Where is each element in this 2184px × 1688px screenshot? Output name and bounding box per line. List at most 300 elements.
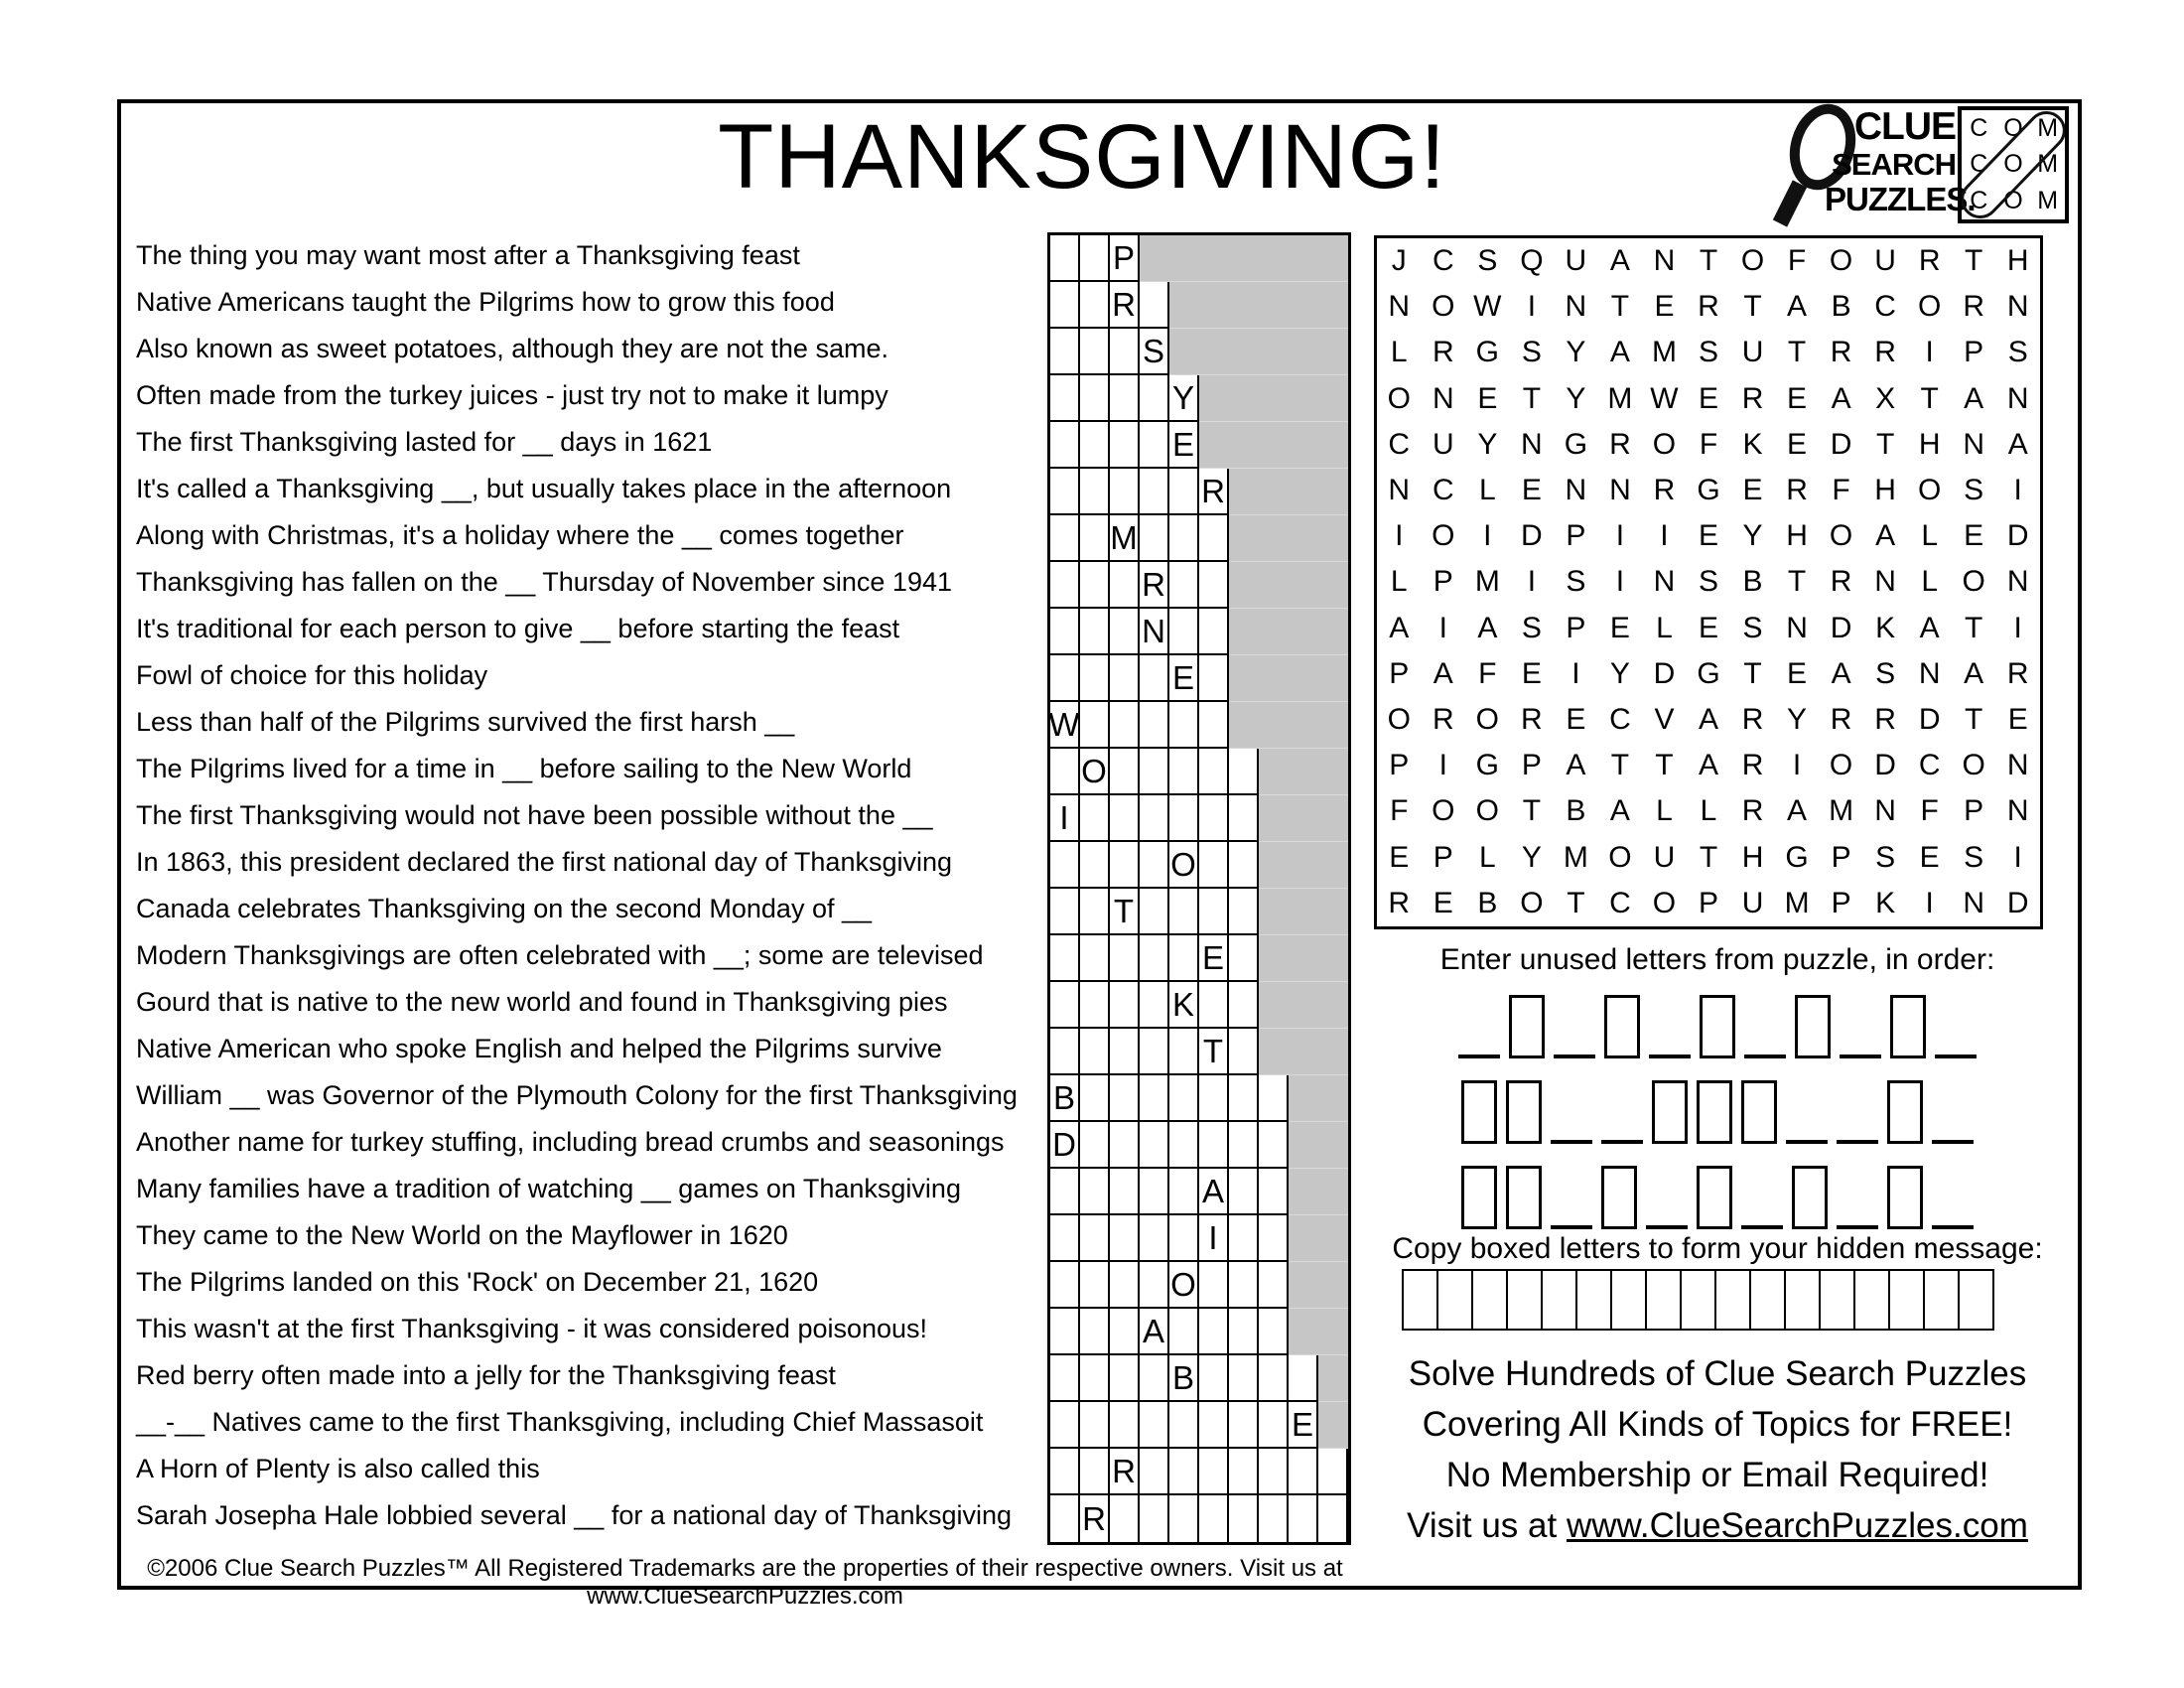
crossword-cell[interactable] [1199,1122,1229,1169]
crossword-cell[interactable] [1169,749,1199,795]
wordsearch-letter[interactable]: T [1965,703,1983,737]
wordsearch-letter[interactable]: B [1477,886,1498,919]
wordsearch-letter[interactable]: O [1475,703,1499,737]
letter-blank-slot[interactable] [1840,1055,1881,1058]
wordsearch-letter[interactable]: S [1964,840,1984,874]
wordsearch-letter[interactable]: C [1918,749,1941,782]
crossword-cell[interactable] [1169,1309,1199,1355]
boxed-letter-slot[interactable] [1890,995,1926,1058]
crossword-cell[interactable] [1259,1309,1289,1355]
wordsearch-letter[interactable]: I [1615,519,1625,553]
crossword-cell[interactable] [1080,515,1110,562]
hidden-message-box[interactable] [1784,1269,1821,1331]
crossword-cell[interactable] [1110,562,1140,609]
wordsearch-letter[interactable]: S [1521,336,1542,369]
crossword-cell[interactable] [1050,1495,1080,1542]
wordsearch-letter[interactable]: O [1962,565,1985,599]
wordsearch-letter[interactable]: M [1651,336,1677,369]
crossword-cell[interactable] [1080,1215,1110,1262]
crossword-cell[interactable] [1080,1122,1110,1169]
wordsearch-letter[interactable]: Y [1609,656,1630,690]
wordsearch-grid[interactable] [1374,235,2043,929]
wordsearch-letter[interactable]: E [1698,381,1718,415]
boxed-letter-slot[interactable] [1652,1080,1688,1144]
boxed-letter-slot[interactable] [1506,1166,1542,1229]
crossword-cell[interactable] [1169,889,1199,935]
wordsearch-letter[interactable]: I [1395,519,1404,553]
wordsearch-letter[interactable]: A [1919,611,1940,644]
wordsearch-letter[interactable]: O [1652,886,1677,919]
letter-blank-slot[interactable] [1601,1140,1643,1144]
wordsearch-letter[interactable]: S [1875,840,1896,874]
wordsearch-letter[interactable]: M [1474,565,1500,599]
wordsearch-letter[interactable]: R [1830,336,1852,369]
wordsearch-letter[interactable]: A [1698,703,1718,737]
crossword-cell[interactable] [1169,562,1199,609]
wordsearch-letter[interactable]: M [1784,886,1810,919]
crossword-cell[interactable] [1050,749,1080,795]
wordsearch-letter[interactable]: R [1741,794,1764,828]
crossword-cell[interactable] [1050,282,1080,329]
wordsearch-letter[interactable]: I [1483,519,1492,553]
wordsearch-letter[interactable]: P [1389,656,1410,690]
crossword-cell[interactable] [1050,609,1080,655]
wordsearch-letter[interactable]: G [1564,427,1588,461]
crossword-cell[interactable] [1199,982,1229,1029]
crossword-cell[interactable] [1140,515,1169,562]
wordsearch-letter[interactable]: S [1698,336,1718,369]
crossword-cell[interactable] [1199,1495,1229,1542]
wordsearch-letter[interactable]: Y [1477,427,1498,461]
wordsearch-letter[interactable]: O [1387,381,1411,415]
crossword-cell[interactable] [1259,1215,1289,1262]
crossword-cell[interactable] [1110,1075,1140,1122]
crossword-cell[interactable] [1140,1262,1169,1309]
wordsearch-letter[interactable]: V [1654,703,1675,737]
wordsearch-letter[interactable]: S [1742,611,1763,644]
hidden-message-box[interactable] [1506,1269,1543,1331]
crossword-cell[interactable] [1080,655,1110,702]
wordsearch-letter[interactable]: M [1607,381,1633,415]
wordsearch-letter[interactable]: R [1388,886,1411,919]
wordsearch-letter[interactable]: U [1565,244,1587,278]
wordsearch-letter[interactable]: E [1787,381,1808,415]
wordsearch-letter[interactable]: S [1964,474,1984,507]
wordsearch-letter[interactable]: A [1389,611,1410,644]
wordsearch-letter[interactable]: F [1787,244,1807,278]
wordsearch-letter[interactable]: A [1609,336,1630,369]
crossword-cell[interactable] [1140,749,1169,795]
wordsearch-letter[interactable]: N [1565,474,1587,507]
wordsearch-letter[interactable]: I [1571,656,1580,690]
wordsearch-letter[interactable]: E [1919,840,1940,874]
wordsearch-letter[interactable]: S [1566,565,1586,599]
boxed-letter-slot[interactable] [1795,995,1831,1058]
crossword-cell[interactable] [1110,1355,1140,1402]
wordsearch-letter[interactable]: D [2006,886,2029,919]
wordsearch-letter[interactable]: N [2006,565,2029,599]
wordsearch-letter[interactable]: E [1566,703,1586,737]
wordsearch-letter[interactable]: G [1475,749,1499,782]
crossword-cell[interactable] [1080,795,1110,842]
wordsearch-letter[interactable]: H [1786,519,1808,553]
wordsearch-letter[interactable]: G [1475,336,1499,369]
hidden-message-box[interactable] [1541,1269,1577,1331]
wordsearch-letter[interactable]: G [1697,656,1720,690]
wordsearch-letter[interactable]: D [1918,703,1941,737]
wordsearch-letter[interactable]: D [2006,519,2029,553]
wordsearch-letter[interactable]: N [1963,427,1985,461]
wordsearch-letter[interactable]: I [2013,474,2022,507]
wordsearch-letter[interactable]: P [1831,886,1851,919]
crossword-cell[interactable] [1140,1449,1169,1495]
crossword-cell[interactable] [1080,609,1110,655]
letter-blank-slot[interactable] [1554,1055,1595,1058]
wordsearch-letter[interactable]: O [1432,794,1455,828]
wordsearch-letter[interactable]: K [1875,886,1896,919]
crossword-cell[interactable] [1289,1355,1318,1402]
crossword-grid[interactable] [1047,232,1351,1545]
wordsearch-letter[interactable]: L [1921,519,1938,553]
hidden-message-box[interactable] [1958,1269,1994,1331]
crossword-cell[interactable] [1169,469,1199,515]
crossword-cell[interactable] [1140,1029,1169,1075]
wordsearch-letter[interactable]: S [1875,656,1896,690]
crossword-cell[interactable] [1140,1402,1169,1449]
boxed-letter-slot[interactable] [1509,995,1545,1058]
wordsearch-letter[interactable]: T [1699,244,1718,278]
letter-blank-slot[interactable] [1744,1055,1786,1058]
crossword-cell[interactable] [1080,1309,1110,1355]
wordsearch-letter[interactable]: E [2007,703,2028,737]
crossword-cell[interactable] [1110,1169,1140,1215]
wordsearch-letter[interactable]: L [1390,565,1408,599]
crossword-cell[interactable] [1199,1262,1229,1309]
boxed-letter-slot[interactable] [1506,1080,1542,1144]
wordsearch-letter[interactable]: Q [1520,244,1544,278]
wordsearch-letter[interactable]: O [1829,519,1853,553]
crossword-cell[interactable] [1169,1169,1199,1215]
wordsearch-letter[interactable]: P [1433,565,1453,599]
boxed-letter-slot[interactable] [1741,1080,1777,1144]
crossword-cell[interactable] [1199,515,1229,562]
wordsearch-letter[interactable]: A [2007,427,2028,461]
wordsearch-letter[interactable]: N [1918,656,1941,690]
wordsearch-letter[interactable]: L [1656,794,1673,828]
crossword-cell[interactable] [1229,1169,1259,1215]
wordsearch-letter[interactable]: H [1918,427,1941,461]
wordsearch-letter[interactable]: T [1610,749,1630,782]
crossword-cell[interactable] [1229,1262,1259,1309]
wordsearch-letter[interactable]: O [1608,840,1632,874]
crossword-cell[interactable] [1199,1449,1229,1495]
wordsearch-letter[interactable]: E [1742,474,1763,507]
wordsearch-letter[interactable]: E [1477,381,1498,415]
hidden-message-box[interactable] [1471,1269,1508,1331]
wordsearch-letter[interactable]: C [1432,244,1454,278]
hidden-message-box[interactable] [1819,1269,1855,1331]
crossword-cell[interactable] [1050,842,1080,889]
letter-blank-slot[interactable] [1935,1055,1977,1058]
crossword-cell[interactable] [1259,1402,1289,1449]
crossword-cell[interactable] [1229,1029,1259,1075]
boxed-letter-slot[interactable] [1601,1166,1637,1229]
wordsearch-letter[interactable]: E [1654,290,1675,324]
crossword-cell[interactable] [1080,562,1110,609]
boxed-letter-slot[interactable] [1461,1166,1497,1229]
letter-blank-slot[interactable] [1932,1140,1974,1144]
crossword-cell[interactable] [1080,982,1110,1029]
wordsearch-letter[interactable]: D [1830,611,1852,644]
crossword-cell[interactable] [1110,749,1140,795]
crossword-cell[interactable] [1080,1075,1110,1122]
wordsearch-letter[interactable]: P [1433,840,1453,874]
crossword-cell[interactable] [1199,609,1229,655]
wordsearch-letter[interactable]: F [1699,427,1718,461]
crossword-cell[interactable] [1140,422,1169,469]
hidden-message-box[interactable] [1610,1269,1647,1331]
crossword-cell[interactable] [1229,889,1259,935]
wordsearch-letter[interactable]: U [1653,840,1676,874]
wordsearch-letter[interactable]: U [1874,244,1896,278]
wordsearch-letter[interactable]: A [1831,381,1851,415]
letter-blank-slot[interactable] [1932,1225,1974,1229]
wordsearch-letter[interactable]: T [1920,381,1939,415]
crossword-cell[interactable] [1080,842,1110,889]
crossword-cell[interactable] [1140,842,1169,889]
crossword-cell[interactable] [1050,1449,1080,1495]
crossword-cell[interactable] [1259,1169,1289,1215]
crossword-cell[interactable] [1199,1355,1229,1402]
wordsearch-letter[interactable]: I [1527,290,1537,324]
wordsearch-letter[interactable]: N [1874,565,1896,599]
crossword-cell[interactable] [1259,1122,1289,1169]
crossword-cell[interactable] [1110,1215,1140,1262]
wordsearch-letter[interactable]: A [1787,290,1808,324]
wordsearch-letter[interactable]: L [1478,840,1496,874]
hidden-message-box[interactable] [1888,1269,1925,1331]
wordsearch-letter[interactable]: P [1521,749,1542,782]
wordsearch-letter[interactable]: R [1609,427,1631,461]
boxed-letter-slot[interactable] [1792,1166,1828,1229]
crossword-cell[interactable] [1050,422,1080,469]
wordsearch-letter[interactable]: I [2013,840,2022,874]
crossword-cell[interactable] [1140,1169,1169,1215]
wordsearch-letter[interactable]: C [1874,290,1896,324]
wordsearch-letter[interactable]: O [1829,244,1853,278]
crossword-cell[interactable] [1259,1075,1289,1122]
wordsearch-letter[interactable]: R [1432,336,1454,369]
crossword-cell[interactable] [1080,329,1110,375]
wordsearch-letter[interactable]: I [1615,565,1625,599]
wordsearch-letter[interactable]: S [1521,611,1542,644]
wordsearch-letter[interactable]: D [1874,749,1896,782]
crossword-cell[interactable] [1080,1402,1110,1449]
crossword-cell[interactable] [1110,1495,1140,1542]
wordsearch-letter[interactable]: H [1874,474,1896,507]
crossword-cell[interactable] [1080,1169,1110,1215]
wordsearch-letter[interactable]: A [1964,656,1984,690]
wordsearch-letter[interactable]: N [1609,474,1631,507]
wordsearch-letter[interactable]: N [2006,290,2029,324]
boxed-letter-slot[interactable] [1604,995,1640,1058]
crossword-cell[interactable] [1050,235,1080,282]
wordsearch-letter[interactable]: L [1656,611,1673,644]
wordsearch-letter[interactable]: A [1433,656,1453,690]
crossword-cell[interactable] [1050,515,1080,562]
crossword-cell[interactable] [1080,375,1110,422]
wordsearch-letter[interactable]: A [1875,519,1896,553]
letter-blank-slot[interactable] [1786,1140,1828,1144]
wordsearch-letter[interactable]: T [1522,381,1542,415]
hidden-message-box[interactable] [1645,1269,1682,1331]
crossword-cell[interactable] [1259,1449,1289,1495]
crossword-cell[interactable] [1229,1075,1259,1122]
crossword-cell[interactable] [1199,795,1229,842]
wordsearch-letter[interactable]: P [1698,886,1718,919]
wordsearch-letter[interactable]: A [1477,611,1498,644]
hidden-message-box[interactable] [1714,1269,1751,1331]
hidden-message-box[interactable] [1402,1269,1438,1331]
wordsearch-letter[interactable]: R [1741,703,1764,737]
wordsearch-letter[interactable]: N [1653,565,1676,599]
wordsearch-letter[interactable]: E [1521,656,1542,690]
boxed-letter-slot[interactable] [1697,1166,1732,1229]
wordsearch-letter[interactable]: R [1432,703,1454,737]
wordsearch-letter[interactable]: K [1875,611,1896,644]
wordsearch-letter[interactable]: A [1964,381,1984,415]
wordsearch-letter[interactable]: T [1567,886,1585,919]
crossword-cell[interactable] [1110,1402,1140,1449]
crossword-cell[interactable] [1080,235,1110,282]
crossword-cell[interactable] [1229,1122,1259,1169]
crossword-cell[interactable] [1199,1402,1229,1449]
crossword-cell[interactable] [1289,1495,1318,1542]
wordsearch-letter[interactable]: A [1787,794,1808,828]
wordsearch-letter[interactable]: R [1830,703,1852,737]
crossword-cell[interactable] [1140,889,1169,935]
wordsearch-letter[interactable]: D [1830,427,1852,461]
wordsearch-letter[interactable]: H [2006,244,2029,278]
wordsearch-letter[interactable]: N [1653,244,1676,278]
wordsearch-letter[interactable]: O [1432,519,1455,553]
wordsearch-letter[interactable]: O [1387,703,1411,737]
hidden-message-box[interactable] [1436,1269,1473,1331]
wordsearch-letter[interactable]: I [1438,611,1447,644]
wordsearch-letter[interactable]: U [1741,886,1764,919]
crossword-cell[interactable] [1080,1262,1110,1309]
crossword-cell[interactable] [1229,1309,1259,1355]
website-link[interactable]: www.ClueSearchPuzzles.com [1566,1506,2028,1545]
crossword-cell[interactable] [1110,795,1140,842]
letter-blank-slot[interactable] [1458,1055,1500,1058]
wordsearch-letter[interactable]: F [1390,794,1409,828]
wordsearch-letter[interactable]: D [1653,656,1676,690]
wordsearch-letter[interactable]: A [1831,656,1851,690]
wordsearch-letter[interactable]: T [1875,427,1895,461]
wordsearch-letter[interactable]: F [1832,474,1850,507]
wordsearch-letter[interactable]: T [1965,244,1983,278]
crossword-cell[interactable] [1199,702,1229,749]
boxed-letter-slot[interactable] [1697,1080,1732,1144]
wordsearch-letter[interactable]: C [1388,427,1411,461]
wordsearch-letter[interactable]: N [1963,886,1985,919]
crossword-cell[interactable] [1050,655,1080,702]
wordsearch-letter[interactable]: S [1477,244,1498,278]
wordsearch-letter[interactable]: N [1786,611,1808,644]
crossword-cell[interactable] [1199,749,1229,795]
wordsearch-letter[interactable]: Y [1566,381,1586,415]
crossword-cell[interactable] [1169,702,1199,749]
crossword-cell[interactable] [1140,935,1169,982]
wordsearch-letter[interactable]: A [1609,794,1630,828]
wordsearch-letter[interactable]: E [1964,519,1984,553]
crossword-cell[interactable] [1169,1402,1199,1449]
hidden-message-box[interactable] [1853,1269,1890,1331]
wordsearch-letter[interactable]: N [2006,381,2029,415]
crossword-cell[interactable] [1110,375,1140,422]
wordsearch-letter[interactable]: R [1830,565,1852,599]
boxed-letter-slot[interactable] [1887,1080,1923,1144]
boxed-letter-slot[interactable] [1887,1166,1923,1229]
wordsearch-letter[interactable]: O [1962,749,1985,782]
crossword-cell[interactable] [1110,1262,1140,1309]
wordsearch-letter[interactable]: R [2006,656,2029,690]
wordsearch-letter[interactable]: R [1786,474,1808,507]
crossword-cell[interactable] [1050,1215,1080,1262]
letter-blank-slot[interactable] [1741,1225,1783,1229]
wordsearch-letter[interactable]: O [1917,474,1942,507]
wordsearch-letter[interactable]: E [1698,519,1718,553]
letter-blank-slot[interactable] [1837,1140,1878,1144]
crossword-cell[interactable] [1080,282,1110,329]
wordsearch-letter[interactable]: R [1963,290,1985,324]
wordsearch-letter[interactable]: T [1699,840,1718,874]
crossword-cell[interactable] [1050,889,1080,935]
crossword-cell[interactable] [1169,515,1199,562]
wordsearch-letter[interactable]: C [1609,703,1631,737]
letter-blank-slot[interactable] [1649,1055,1691,1058]
crossword-cell[interactable] [1169,1449,1199,1495]
wordsearch-letter[interactable]: P [1964,336,1984,369]
wordsearch-letter[interactable]: N [1565,290,1587,324]
wordsearch-letter[interactable]: I [1925,886,1934,919]
wordsearch-letter[interactable]: N [2006,749,2029,782]
wordsearch-letter[interactable]: J [1391,244,1407,278]
crossword-cell[interactable] [1110,1122,1140,1169]
wordsearch-letter[interactable]: N [1388,290,1411,324]
crossword-cell[interactable] [1050,982,1080,1029]
crossword-cell[interactable] [1050,562,1080,609]
crossword-cell[interactable] [1169,1215,1199,1262]
crossword-cell[interactable] [1080,1355,1110,1402]
crossword-cell[interactable] [1140,1075,1169,1122]
wordsearch-letter[interactable]: R [1741,749,1764,782]
crossword-cell[interactable] [1050,935,1080,982]
crossword-cell[interactable] [1110,982,1140,1029]
letter-blank-slot[interactable] [1646,1225,1688,1229]
letter-blank-slot[interactable] [1551,1225,1592,1229]
crossword-cell[interactable] [1229,1215,1259,1262]
crossword-cell[interactable] [1199,655,1229,702]
wordsearch-letter[interactable]: B [1831,290,1851,324]
wordsearch-letter[interactable]: B [1566,794,1586,828]
crossword-cell[interactable] [1229,982,1259,1029]
crossword-cell[interactable] [1289,1449,1318,1495]
crossword-cell[interactable] [1140,795,1169,842]
wordsearch-letter[interactable]: I [2013,611,2022,644]
wordsearch-letter[interactable]: P [1566,519,1586,553]
